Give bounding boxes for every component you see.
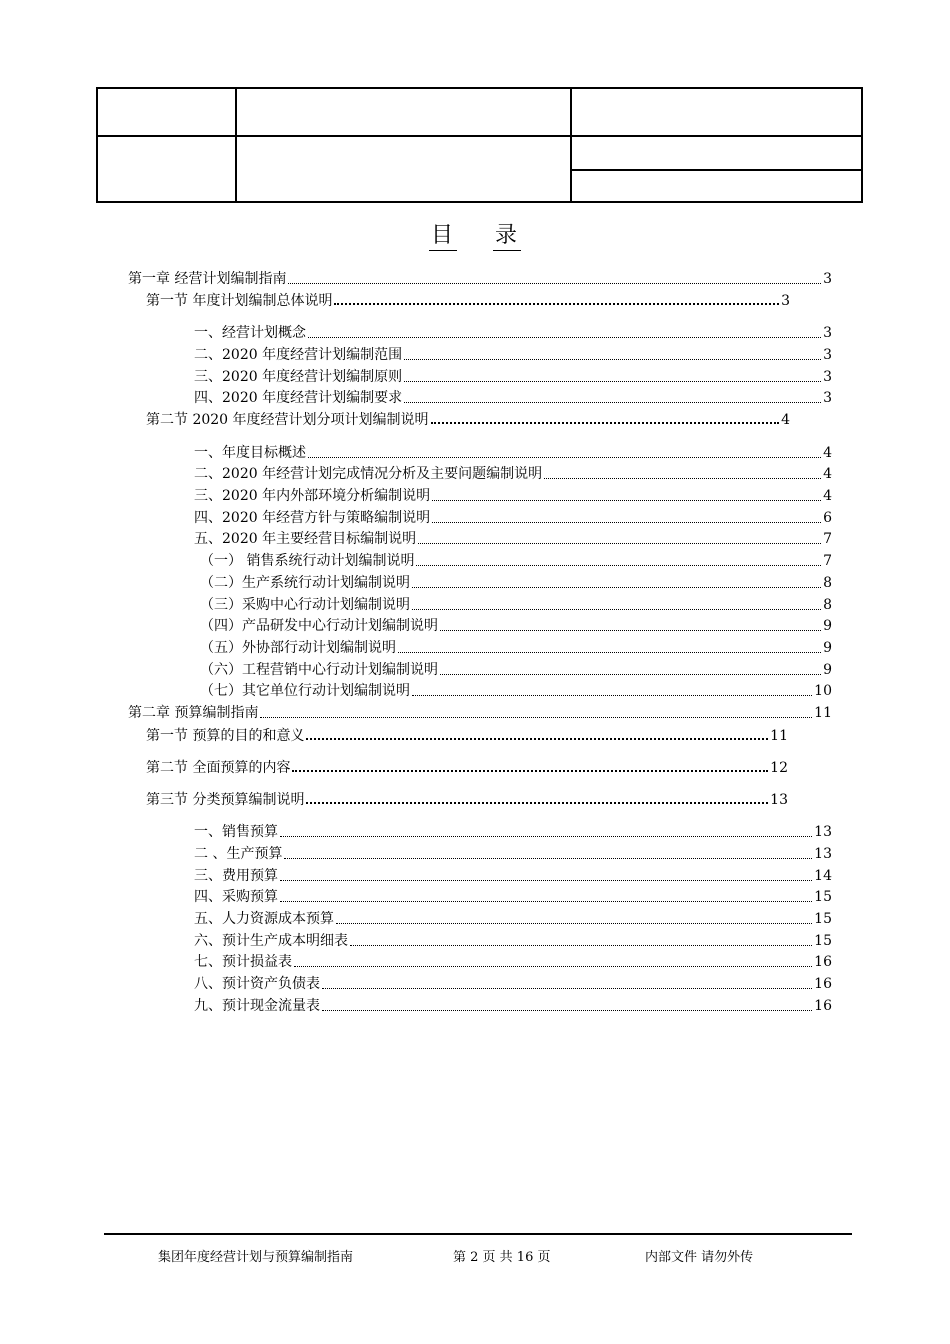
toc-entry[interactable]: 七、预计损益表 16 xyxy=(194,954,832,970)
header-table-rule xyxy=(98,135,861,137)
toc-entry[interactable]: （三）采购中心行动计划编制说明 8 xyxy=(200,597,832,613)
toc-entry[interactable]: 第二节 全面预算的内容 12 xyxy=(146,760,788,776)
toc-entry[interactable]: （一） 销售系统行动计划编制说明 7 xyxy=(200,553,832,569)
footer-rule xyxy=(104,1233,852,1235)
toc-entry[interactable]: 五、2020 年主要经营目标编制说明 7 xyxy=(194,531,832,547)
toc-entry[interactable]: 第三节 分类预算编制说明 13 xyxy=(146,792,788,808)
toc-entry[interactable]: 四、2020 年度经营计划编制要求 3 xyxy=(194,390,832,406)
toc-entry[interactable]: 二、2020 年经营计划完成情况分析及主要问题编制说明 4 xyxy=(194,466,832,482)
toc-entry[interactable]: 八、预计资产负债表 16 xyxy=(194,976,832,992)
header-table xyxy=(96,87,863,203)
toc-entry[interactable]: 二、2020 年度经营计划编制范围 3 xyxy=(194,347,832,363)
toc-entry[interactable]: 第一节 年度计划编制总体说明 3 xyxy=(146,293,790,309)
toc-entry[interactable]: 二 、生产预算 13 xyxy=(194,846,832,862)
footer-confidential: 内部文件 请勿外传 xyxy=(645,1250,754,1265)
toc-entry[interactable]: （四）产品研发中心行动计划编制说明 9 xyxy=(200,618,832,634)
toc-entry[interactable]: 六、预计生产成本明细表 15 xyxy=(194,933,832,949)
toc-entry[interactable]: 第一章 经营计划编制指南 3 xyxy=(128,271,832,287)
toc-entry[interactable]: 三、2020 年度经营计划编制原则 3 xyxy=(194,369,832,385)
toc-entry[interactable]: 一、年度目标概述 4 xyxy=(194,445,832,461)
toc-entry[interactable]: 九、预计现金流量表 16 xyxy=(194,998,832,1014)
toc-entry[interactable]: 一、销售预算 13 xyxy=(194,824,832,840)
toc-entry[interactable]: 三、费用预算 14 xyxy=(194,868,832,884)
header-table-rule xyxy=(570,169,861,171)
toc-entry[interactable]: 第二章 预算编制指南 11 xyxy=(128,705,832,721)
toc-entry[interactable]: 四、2020 年经营方针与策略编制说明 6 xyxy=(194,510,832,526)
header-table-rule xyxy=(570,89,572,201)
toc-entry[interactable]: 第一节 预算的目的和意义 11 xyxy=(146,728,788,744)
footer-doc-title: 集团年度经营计划与预算编制指南 xyxy=(158,1250,354,1265)
toc-entry[interactable]: 四、采购预算 15 xyxy=(194,889,832,905)
header-table-rule xyxy=(235,89,237,201)
toc-title xyxy=(0,218,950,251)
toc-entry[interactable]: （二）生产系统行动计划编制说明 8 xyxy=(200,575,832,591)
toc-entry[interactable]: （五）外协部行动计划编制说明 9 xyxy=(200,640,832,656)
toc-entry[interactable]: （六）工程营销中心行动计划编制说明 9 xyxy=(200,662,832,678)
toc-entry[interactable]: 一、经营计划概念 3 xyxy=(194,325,832,341)
toc-entry[interactable]: 三、2020 年内外部环境分析编制说明 4 xyxy=(194,488,832,504)
toc-entry[interactable]: 五、人力资源成本预算 15 xyxy=(194,911,832,927)
toc-entry[interactable]: 第二节 2020 年度经营计划分项计划编制说明 4 xyxy=(146,412,790,428)
toc-title-right: 录 xyxy=(493,218,521,251)
toc-title-left: 目 xyxy=(429,218,457,251)
toc-entry[interactable]: （七）其它单位行动计划编制说明 10 xyxy=(200,683,832,699)
footer-page-info: 第 2 页 共 16 页 xyxy=(453,1250,551,1265)
